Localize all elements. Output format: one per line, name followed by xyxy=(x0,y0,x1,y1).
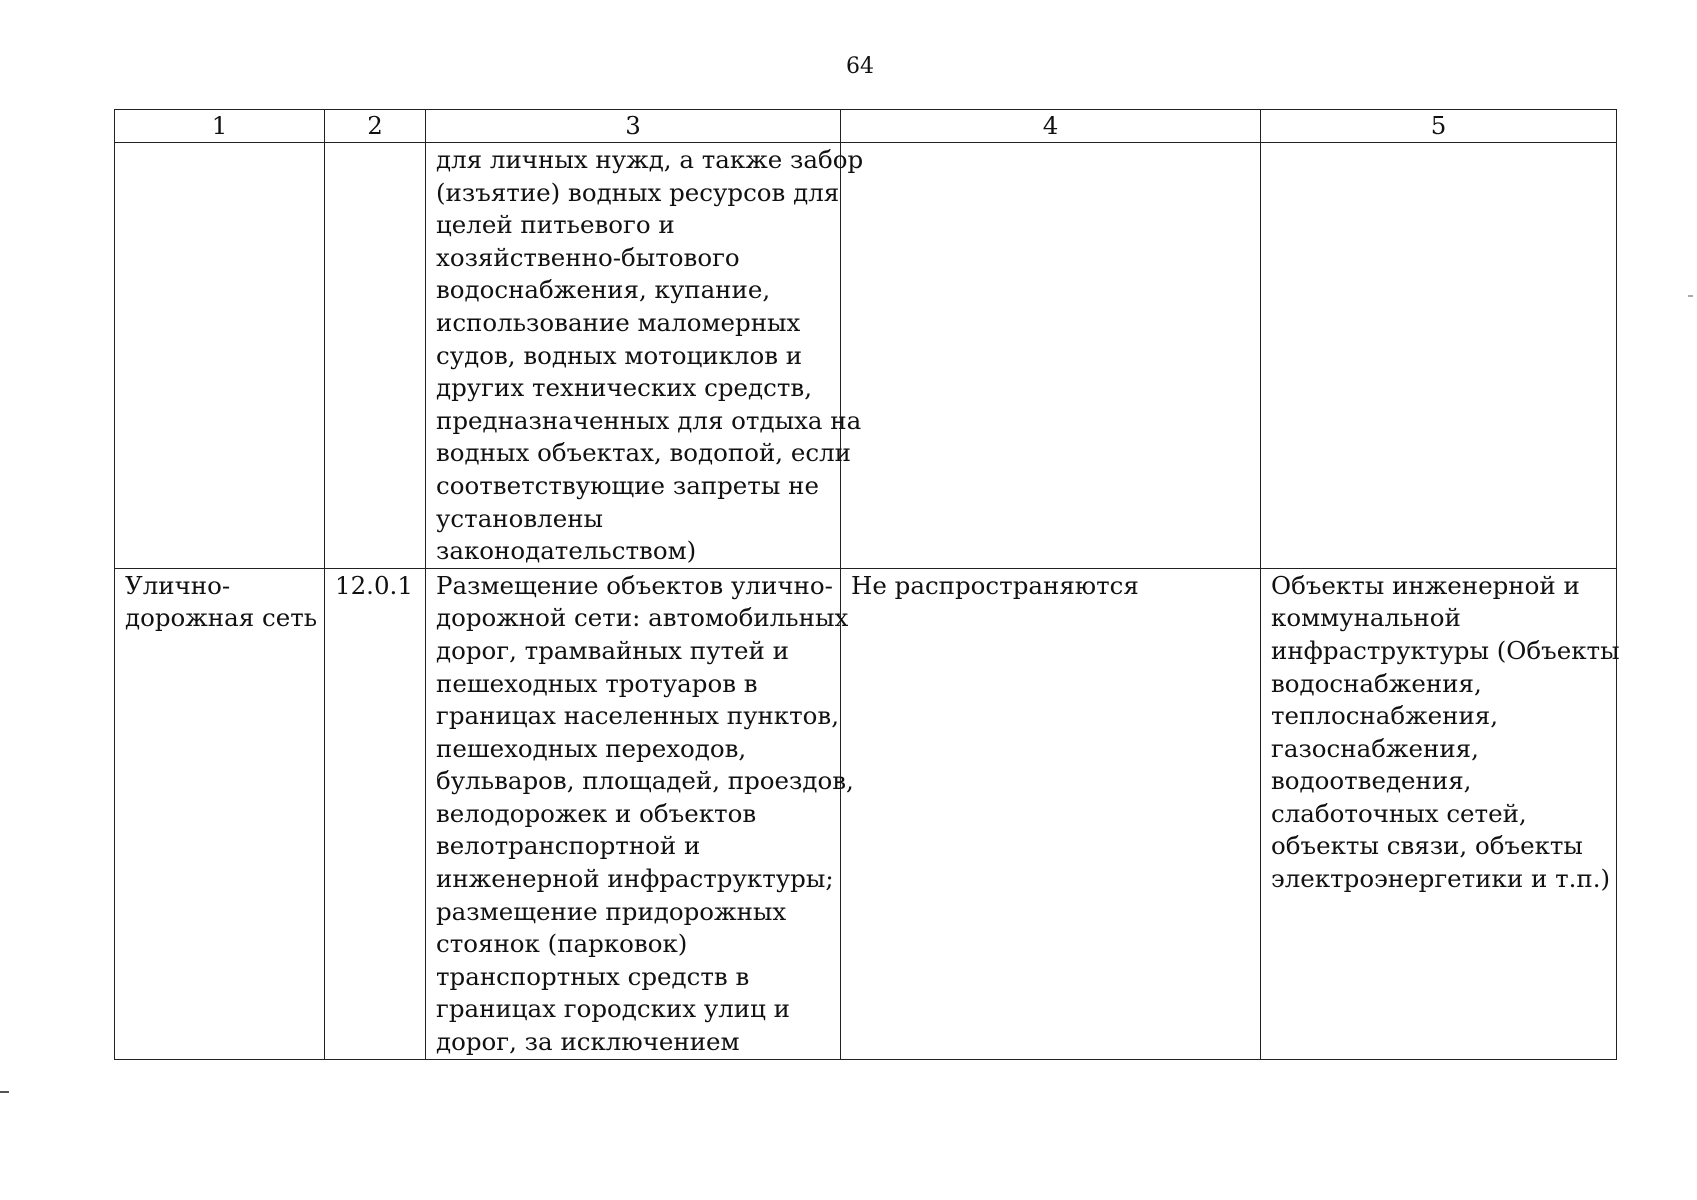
cell-text-line: хозяйственно-бытового xyxy=(436,242,740,272)
page-number: 64 xyxy=(846,54,874,79)
cell-text-line: водных объектах, водопой, если xyxy=(436,438,851,468)
cell-text-line: теплоснабжения, xyxy=(1271,701,1499,731)
cell-text-line: Улично- xyxy=(125,570,231,600)
cell-text-line: размещение придорожных xyxy=(436,896,787,926)
column-header-3: 3 xyxy=(426,110,841,143)
table-row xyxy=(115,143,1617,569)
cell-text-line: соответствующие запреты не xyxy=(436,470,819,500)
table-cell-auxiliary-objects xyxy=(1261,568,1620,1059)
cell-text-line: предназначенных для отдыха на xyxy=(436,405,862,435)
cell-text-line: велотранспортной и xyxy=(436,831,701,861)
cell-text-line: целей питьевого и xyxy=(436,210,675,240)
table-cell-use-description xyxy=(426,143,864,569)
column-header-5: 5 xyxy=(1261,110,1617,143)
cell-text-line: установлены xyxy=(436,503,604,533)
cell-text-line: газоснабжения, xyxy=(1271,733,1479,763)
cell-text-line: пешеходных тротуаров в xyxy=(436,668,758,698)
cell-text-line: дорожной сети: автомобильных xyxy=(436,603,849,633)
cell-text-line: судов, водных мотоциклов и xyxy=(436,340,803,370)
cell-text-line: электроэнергетики и т.п.) xyxy=(1271,864,1611,894)
table-cell-restrictions xyxy=(841,568,1261,1059)
cell-text-line: пешеходных переходов, xyxy=(436,733,747,763)
cell-text-line: границах населенных пунктов, xyxy=(436,701,840,731)
cell-text-line: объекты связи, объекты xyxy=(1271,831,1583,861)
column-header-1: 1 xyxy=(115,110,325,143)
cell-text-line: Объекты инженерной и xyxy=(1271,570,1580,600)
cell-text-line: законодательством) xyxy=(436,536,697,566)
cell-text-line: Не распространяются xyxy=(851,570,1139,600)
cell-text-line: инфраструктуры (Объекты xyxy=(1271,635,1620,665)
cell-text-line: водоснабжения, купание, xyxy=(436,275,771,305)
column-header-2: 2 xyxy=(325,110,426,143)
cell-text-line: границах городских улиц и xyxy=(436,994,791,1024)
cell-text-line: 12.0.1 xyxy=(335,570,413,600)
cell-text-line: для личных нужд, а также забор xyxy=(436,145,864,174)
table-cell-use-code xyxy=(325,143,426,569)
cell-text-line: транспортных средств в xyxy=(436,961,750,991)
cell-text-line: использование маломерных xyxy=(436,307,801,337)
cell-text-line: водоотведения, xyxy=(1271,766,1472,796)
cell-text-line: бульваров, площадей, проездов, xyxy=(436,766,854,796)
cell-text-line: стоянок (парковок) xyxy=(436,929,688,959)
table-header-row xyxy=(115,110,1617,143)
table-cell-permitted-use-name xyxy=(115,143,325,569)
cell-text-line: слаботочных сетей, xyxy=(1271,798,1527,828)
cell-text-line: коммунальной xyxy=(1271,603,1461,633)
scan-margin-tick xyxy=(1688,295,1693,297)
cell-text-line: дорожная сеть xyxy=(125,603,318,633)
regulations-table xyxy=(114,109,1620,1060)
cell-text-line: Размещение объектов улично- xyxy=(436,570,833,600)
table-cell-restrictions xyxy=(841,143,1261,569)
table-cell-permitted-use-name xyxy=(115,568,325,1059)
cell-text-line: водоснабжения, xyxy=(1271,668,1482,698)
cell-text-line: инженерной инфраструктуры; xyxy=(436,864,834,894)
table-row xyxy=(115,568,1617,1059)
cell-text-line: других технических средств, xyxy=(436,373,812,403)
column-header-4: 4 xyxy=(841,110,1261,143)
table-cell-use-description xyxy=(426,568,854,1059)
cell-text-line: велодорожек и объектов xyxy=(436,798,757,828)
cell-text-line: (изъятие) водных ресурсов для xyxy=(436,177,840,207)
cell-text-line: дорог, трамвайных путей и xyxy=(436,635,789,665)
cell-text-line: дорог, за исключением xyxy=(436,1027,740,1057)
table-cell-use-code xyxy=(325,568,426,1059)
table-cell-auxiliary-objects xyxy=(1261,143,1617,569)
scan-margin-mark xyxy=(0,1091,9,1093)
